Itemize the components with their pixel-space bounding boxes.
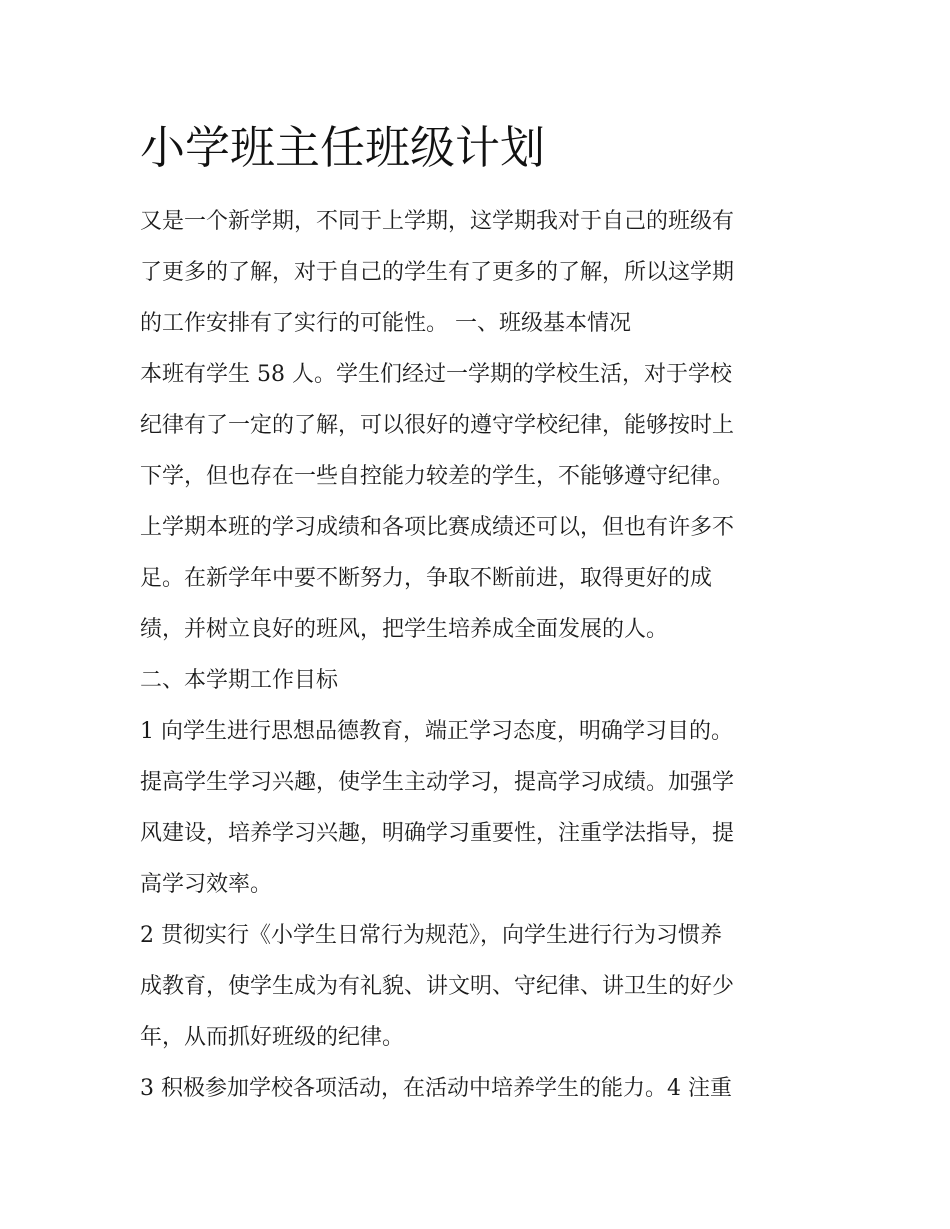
body-text-line: 2 贯彻实行《小学生日常行为规范》，向学生进行行为习惯养 <box>140 923 722 948</box>
body-text-line: 成教育，使学生成为有礼貌、讲文明、守纪律、讲卫生的好少 <box>140 974 735 999</box>
body-text-line: 高学习效率。 <box>140 872 273 897</box>
body-text-line: 1 向学生进行思想品德教育，端正学习态度，明确学习目的。 <box>140 719 733 744</box>
section-heading: 二、本学期工作目标 <box>140 668 339 693</box>
body-text-line: 风建设，培养学习兴趣，明确学习重要性，注重学法指导，提 <box>140 821 735 846</box>
document-title: 小学班主任班级计划 <box>140 121 546 174</box>
body-text-line: 的工作安排有了实行的可能性。 一、班级基本情况 <box>140 311 631 336</box>
body-text-line: 绩，并树立良好的班风，把学生培养成全面发展的人。 <box>140 617 669 642</box>
body-text-line: 又是一个新学期，不同于上学期，这学期我对于自己的班级有 <box>140 209 735 234</box>
body-text-line: 了更多的了解，对于自己的学生有了更多的了解，所以这学期 <box>140 260 735 285</box>
body-text-line: 足。在新学年中要不断努力，争取不断前进，取得更好的成 <box>140 566 713 591</box>
body-text-line: 提高学生学习兴趣，使学生主动学习，提高学习成绩。加强学 <box>140 770 735 795</box>
body-text-line: 3 积极参加学校各项活动，在活动中培养学生的能力。4 注重 <box>140 1076 732 1101</box>
body-text-line: 纪律有了一定的了解，可以很好的遵守学校纪律，能够按时上 <box>140 413 735 438</box>
body-text-line: 下学，但也存在一些自控能力较差的学生，不能够遵守纪律。 <box>140 464 735 489</box>
body-text-line: 本班有学生 58 人。学生们经过一学期的学校生活，对于学校 <box>140 362 732 387</box>
body-text-line: 上学期本班的学习成绩和各项比赛成绩还可以，但也有许多不 <box>140 515 735 540</box>
body-text-line: 年，从而抓好班级的纪律。 <box>140 1025 405 1050</box>
